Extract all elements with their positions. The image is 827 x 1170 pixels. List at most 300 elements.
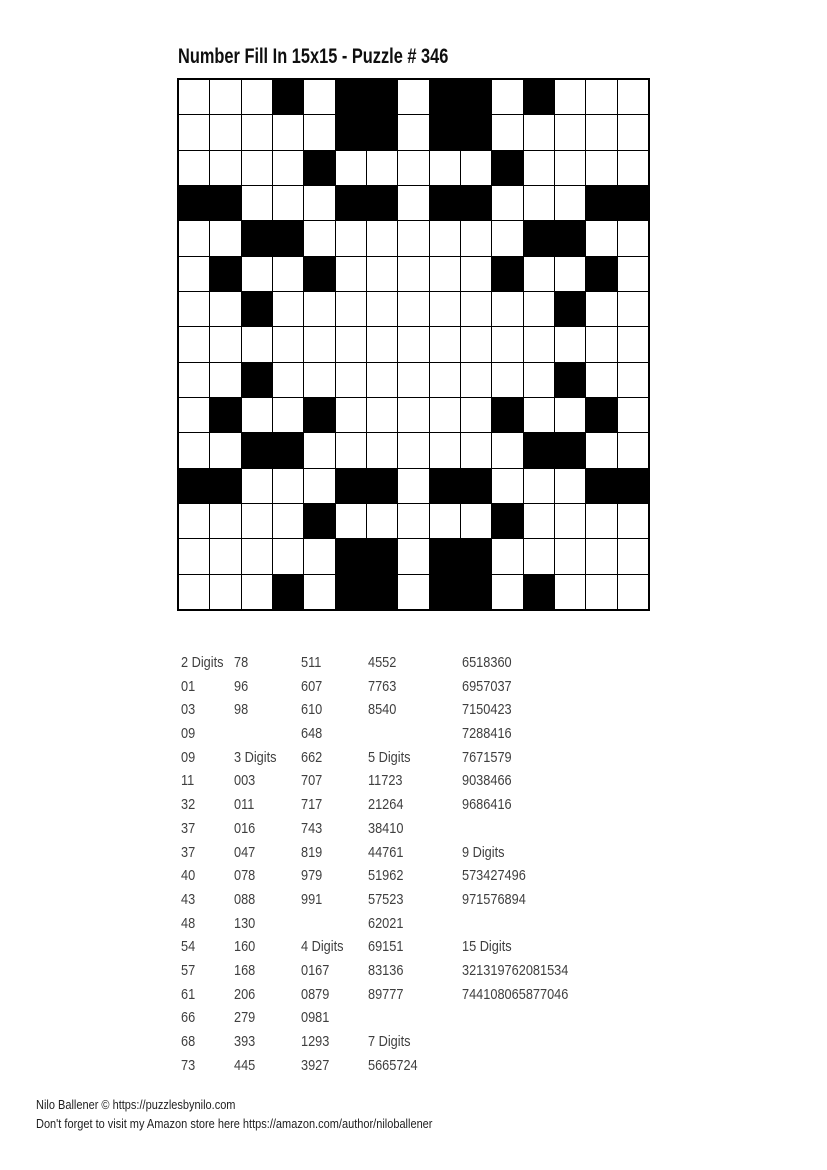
clue-number: 8540 — [368, 701, 397, 719]
fillable-cell[interactable] — [242, 504, 272, 538]
fillable-cell[interactable] — [179, 151, 209, 185]
fillable-cell[interactable] — [461, 363, 491, 397]
fillable-cell[interactable] — [273, 327, 303, 361]
fillable-cell[interactable] — [492, 186, 522, 220]
black-cell — [492, 151, 522, 185]
fillable-cell[interactable] — [367, 433, 397, 467]
fillable-cell[interactable] — [555, 469, 585, 503]
clue-number: 6957037 — [462, 677, 512, 695]
fillable-cell[interactable] — [242, 151, 272, 185]
black-cell — [336, 186, 366, 220]
fillable-cell[interactable] — [242, 186, 272, 220]
fillable-cell[interactable] — [273, 363, 303, 397]
fillable-cell[interactable] — [398, 80, 428, 114]
fillable-cell[interactable] — [618, 292, 648, 326]
fillable-cell[interactable] — [210, 115, 240, 149]
digit-group-header: 7 Digits — [368, 1033, 411, 1050]
fillable-cell[interactable] — [367, 151, 397, 185]
fillable-cell[interactable] — [618, 80, 648, 114]
clue-spacer — [462, 817, 624, 841]
clue-number: 279 — [234, 1009, 256, 1027]
black-cell — [430, 186, 460, 220]
fillable-cell[interactable] — [304, 80, 334, 114]
fillable-cell[interactable] — [273, 257, 303, 291]
clue-number: 743 — [301, 819, 323, 837]
fillable-cell[interactable] — [555, 80, 585, 114]
clue-number: 393 — [234, 1033, 256, 1050]
fillable-cell[interactable] — [461, 433, 491, 467]
fillable-cell[interactable] — [179, 257, 209, 291]
fillable-cell[interactable] — [242, 257, 272, 291]
fillable-cell[interactable] — [398, 221, 428, 255]
clue-number: 37 — [181, 819, 196, 837]
clue-number: 38410 — [368, 819, 404, 837]
clue-number: 9038466 — [462, 772, 512, 790]
clue-column — [368, 651, 462, 1077]
black-cell — [367, 539, 397, 573]
clue-spacer — [301, 912, 358, 936]
clue-number: 717 — [301, 796, 323, 814]
fillable-cell[interactable] — [304, 115, 334, 149]
black-cell — [210, 257, 240, 291]
fillable-cell[interactable] — [430, 327, 460, 361]
fillable-cell[interactable] — [492, 80, 522, 114]
fillable-cell[interactable] — [492, 221, 522, 255]
fillable-cell[interactable] — [398, 363, 428, 397]
clue-columns — [181, 651, 652, 1077]
fillable-cell[interactable] — [367, 292, 397, 326]
fillable-cell[interactable] — [210, 327, 240, 361]
fillable-cell[interactable] — [336, 363, 366, 397]
fillable-cell[interactable] — [367, 504, 397, 538]
fillable-cell[interactable] — [304, 433, 334, 467]
fillable-cell[interactable] — [210, 539, 240, 573]
clue-column — [301, 651, 368, 1077]
fillable-cell[interactable] — [336, 327, 366, 361]
fillable-cell[interactable] — [618, 115, 648, 149]
clue-number: 40 — [181, 867, 196, 885]
fillable-cell[interactable] — [304, 539, 334, 573]
clue-number: 66 — [181, 1009, 196, 1027]
fillable-cell[interactable] — [210, 80, 240, 114]
fillable-cell[interactable] — [304, 221, 334, 255]
fillable-cell[interactable] — [304, 469, 334, 503]
fillable-cell[interactable] — [210, 504, 240, 538]
clue-spacer — [368, 722, 448, 746]
clue-number: 445 — [234, 1056, 256, 1074]
black-cell — [304, 504, 334, 538]
clue-number: 69151 — [368, 938, 404, 956]
fillable-cell[interactable] — [524, 327, 554, 361]
fillable-cell[interactable] — [242, 575, 272, 609]
black-cell — [210, 186, 240, 220]
fillable-cell[interactable] — [586, 575, 616, 609]
black-cell — [336, 539, 366, 573]
black-cell — [179, 469, 209, 503]
black-cell — [210, 398, 240, 432]
fillable-cell[interactable] — [461, 398, 491, 432]
fillable-cell[interactable] — [618, 433, 648, 467]
clue-number: 662 — [301, 748, 323, 766]
clue-number: 5665724 — [368, 1056, 418, 1074]
clue-number: 54 — [181, 938, 196, 956]
fillable-cell[interactable] — [492, 292, 522, 326]
fillable-cell[interactable] — [618, 327, 648, 361]
fillable-cell[interactable] — [555, 575, 585, 609]
clue-column — [234, 651, 301, 1077]
fillable-cell[interactable] — [524, 151, 554, 185]
fillable-cell[interactable] — [273, 539, 303, 573]
black-cell — [492, 398, 522, 432]
fillable-cell[interactable] — [618, 221, 648, 255]
fillable-cell[interactable] — [555, 327, 585, 361]
fillable-cell[interactable] — [179, 539, 209, 573]
fillable-cell[interactable] — [179, 327, 209, 361]
fillable-cell[interactable] — [524, 363, 554, 397]
digit-group-header: 9 Digits — [462, 843, 505, 861]
fillable-cell[interactable] — [179, 433, 209, 467]
fillable-cell[interactable] — [336, 433, 366, 467]
black-cell — [242, 433, 272, 467]
fillable-cell[interactable] — [524, 469, 554, 503]
clue-number: 51962 — [368, 867, 404, 885]
clue-number: 011 — [234, 796, 255, 814]
fillable-cell[interactable] — [586, 80, 616, 114]
clue-number: 088 — [234, 890, 256, 908]
fillable-cell[interactable] — [273, 469, 303, 503]
black-cell — [273, 575, 303, 609]
clue-number: 11723 — [368, 772, 403, 790]
clue-number: 979 — [301, 867, 323, 885]
fillable-cell[interactable] — [586, 327, 616, 361]
fillable-cell[interactable] — [492, 469, 522, 503]
black-cell — [367, 80, 397, 114]
clue-number: 0981 — [301, 1009, 330, 1027]
clue-number: 971576894 — [462, 890, 526, 908]
clue-number: 57523 — [368, 890, 404, 908]
black-cell — [304, 257, 334, 291]
fillable-cell[interactable] — [398, 327, 428, 361]
fillable-cell[interactable] — [367, 398, 397, 432]
fillable-cell[interactable] — [398, 433, 428, 467]
fillable-cell[interactable] — [210, 363, 240, 397]
fillable-cell[interactable] — [273, 398, 303, 432]
fillable-cell[interactable] — [492, 327, 522, 361]
clue-number: 62021 — [368, 914, 404, 932]
black-cell — [555, 221, 585, 255]
clue-number: 73 — [181, 1056, 196, 1074]
fillable-cell[interactable] — [618, 504, 648, 538]
black-cell — [242, 221, 272, 255]
black-cell — [618, 469, 648, 503]
black-cell — [367, 115, 397, 149]
black-cell — [242, 363, 272, 397]
fillable-cell[interactable] — [618, 398, 648, 432]
fillable-cell[interactable] — [555, 257, 585, 291]
fillable-cell[interactable] — [336, 151, 366, 185]
fillable-cell[interactable] — [398, 575, 428, 609]
fillable-cell[interactable] — [618, 363, 648, 397]
clue-number: 321319762081534 — [462, 961, 569, 979]
fillable-cell[interactable] — [398, 257, 428, 291]
fillable-cell[interactable] — [179, 575, 209, 609]
fillable-cell[interactable] — [524, 292, 554, 326]
fillable-cell[interactable] — [336, 221, 366, 255]
clue-number: 744108065877046 — [462, 985, 569, 1003]
fillable-cell[interactable] — [242, 115, 272, 149]
fillable-cell[interactable] — [492, 363, 522, 397]
clue-number: 78 — [234, 654, 249, 671]
black-cell — [586, 186, 616, 220]
fillable-cell[interactable] — [367, 221, 397, 255]
fillable-cell[interactable] — [461, 327, 491, 361]
fillable-cell[interactable] — [618, 151, 648, 185]
digit-group-header: 2 Digits — [181, 654, 224, 671]
fillable-cell[interactable] — [398, 469, 428, 503]
black-cell — [367, 575, 397, 609]
clue-number: 648 — [301, 725, 323, 743]
clue-number: 573427496 — [462, 867, 526, 885]
fillable-cell[interactable] — [398, 504, 428, 538]
black-cell — [586, 469, 616, 503]
fillable-cell[interactable] — [398, 186, 428, 220]
fillable-cell[interactable] — [273, 186, 303, 220]
black-cell — [524, 221, 554, 255]
fillable-cell[interactable] — [461, 221, 491, 255]
footer — [36, 1096, 487, 1134]
fillable-cell[interactable] — [179, 292, 209, 326]
fillable-cell[interactable] — [430, 151, 460, 185]
fillable-cell[interactable] — [242, 469, 272, 503]
black-cell — [367, 186, 397, 220]
fillable-cell[interactable] — [461, 151, 491, 185]
fillable-cell[interactable] — [430, 221, 460, 255]
fillable-cell[interactable] — [273, 151, 303, 185]
fillable-cell[interactable] — [586, 292, 616, 326]
fillable-cell[interactable] — [367, 257, 397, 291]
black-cell — [524, 80, 554, 114]
fillable-cell[interactable] — [336, 257, 366, 291]
fillable-cell[interactable] — [555, 186, 585, 220]
fillable-cell[interactable] — [273, 115, 303, 149]
black-cell — [273, 433, 303, 467]
black-cell — [492, 504, 522, 538]
fillable-cell[interactable] — [336, 292, 366, 326]
clue-number: 707 — [301, 772, 323, 790]
clue-number: 819 — [301, 843, 323, 861]
fillable-cell[interactable] — [304, 327, 334, 361]
clue-number: 7671579 — [462, 748, 512, 766]
fillable-cell[interactable] — [398, 292, 428, 326]
clue-number: 7763 — [368, 677, 397, 695]
fillable-cell[interactable] — [555, 539, 585, 573]
black-cell — [210, 469, 240, 503]
fillable-cell[interactable] — [586, 115, 616, 149]
clue-number: 09 — [181, 725, 196, 743]
digit-group-header: 4 Digits — [301, 938, 344, 956]
clue-column — [462, 651, 652, 1006]
black-cell — [336, 575, 366, 609]
black-cell — [430, 80, 460, 114]
fillable-cell[interactable] — [304, 575, 334, 609]
clue-number: 607 — [301, 677, 323, 695]
clue-number: 9686416 — [462, 796, 512, 814]
fillable-cell[interactable] — [179, 398, 209, 432]
fillable-cell[interactable] — [461, 504, 491, 538]
fillable-cell[interactable] — [430, 363, 460, 397]
clue-number: 89777 — [368, 985, 404, 1003]
fillable-cell[interactable] — [179, 363, 209, 397]
clue-number: 168 — [234, 961, 256, 979]
fillable-cell[interactable] — [586, 433, 616, 467]
fillable-cell[interactable] — [304, 292, 334, 326]
fillable-cell[interactable] — [555, 151, 585, 185]
fillable-cell[interactable] — [492, 433, 522, 467]
fillable-cell[interactable] — [367, 363, 397, 397]
clue-number: 206 — [234, 985, 256, 1003]
fillable-cell[interactable] — [430, 398, 460, 432]
black-cell — [461, 80, 491, 114]
clue-number: 09 — [181, 748, 196, 766]
clue-number: 03 — [181, 701, 196, 719]
black-cell — [524, 433, 554, 467]
digit-group-header: 3 Digits — [234, 748, 277, 766]
fillable-cell[interactable] — [524, 504, 554, 538]
clue-number: 83136 — [368, 961, 404, 979]
fillable-cell[interactable] — [273, 292, 303, 326]
fillable-cell[interactable] — [586, 539, 616, 573]
clue-number: 01 — [181, 677, 196, 695]
clue-number: 98 — [234, 701, 249, 719]
fillable-cell[interactable] — [524, 257, 554, 291]
clue-number: 7150423 — [462, 701, 512, 719]
clue-number: 047 — [234, 843, 256, 861]
black-cell — [461, 575, 491, 609]
digit-group-header: 5 Digits — [368, 748, 411, 766]
fillable-cell[interactable] — [398, 398, 428, 432]
clue-spacer — [368, 1006, 448, 1030]
fillable-cell[interactable] — [555, 504, 585, 538]
fillable-cell[interactable] — [430, 292, 460, 326]
clue-number: 7288416 — [462, 725, 512, 743]
fillable-cell[interactable] — [461, 292, 491, 326]
black-cell — [461, 539, 491, 573]
fillable-cell[interactable] — [179, 504, 209, 538]
black-cell — [430, 539, 460, 573]
black-cell — [336, 115, 366, 149]
clue-number: 4552 — [368, 654, 397, 671]
fillable-cell[interactable] — [336, 398, 366, 432]
fillable-cell[interactable] — [586, 151, 616, 185]
fillable-cell[interactable] — [586, 221, 616, 255]
fillable-cell[interactable] — [304, 363, 334, 397]
fillable-cell[interactable] — [586, 363, 616, 397]
fillable-cell[interactable] — [492, 115, 522, 149]
fillable-cell[interactable] — [618, 575, 648, 609]
black-cell — [461, 186, 491, 220]
black-cell — [179, 186, 209, 220]
clue-number: 610 — [301, 701, 323, 719]
fillable-cell[interactable] — [242, 398, 272, 432]
fillable-cell[interactable] — [586, 504, 616, 538]
copyright-line: Nilo Ballener © https://puzzlesbynilo.com — [36, 1098, 236, 1112]
fillable-cell[interactable] — [210, 221, 240, 255]
black-cell — [336, 469, 366, 503]
black-cell — [273, 80, 303, 114]
fillable-cell[interactable] — [492, 575, 522, 609]
black-cell — [586, 257, 616, 291]
fillable-cell[interactable] — [304, 186, 334, 220]
fillable-cell[interactable] — [461, 257, 491, 291]
fillable-cell[interactable] — [618, 257, 648, 291]
fillable-cell[interactable] — [430, 433, 460, 467]
fillable-cell[interactable] — [242, 539, 272, 573]
black-cell — [273, 221, 303, 255]
clue-number: 68 — [181, 1033, 196, 1050]
clue-spacer — [234, 722, 291, 746]
black-cell — [367, 469, 397, 503]
black-cell — [555, 363, 585, 397]
clue-number: 3927 — [301, 1056, 330, 1074]
clue-number: 160 — [234, 938, 256, 956]
black-cell — [524, 575, 554, 609]
clue-number: 003 — [234, 772, 256, 790]
fillable-cell[interactable] — [555, 115, 585, 149]
fillable-cell[interactable] — [492, 539, 522, 573]
fillable-cell[interactable] — [524, 398, 554, 432]
fillable-cell[interactable] — [430, 504, 460, 538]
clue-number: 11 — [181, 772, 195, 790]
fillable-cell[interactable] — [336, 504, 366, 538]
fillable-cell[interactable] — [555, 398, 585, 432]
amazon-store-line: Don't forget to visit my Amazon store here https://amazon.com/author/niloballener — [36, 1117, 433, 1131]
fillable-cell[interactable] — [242, 327, 272, 361]
clue-number: 6518360 — [462, 654, 512, 671]
digit-group-header: 15 Digits — [462, 938, 512, 956]
fillable-cell[interactable] — [273, 504, 303, 538]
fillable-cell[interactable] — [398, 151, 428, 185]
clue-number: 130 — [234, 914, 256, 932]
fillable-cell[interactable] — [179, 115, 209, 149]
black-cell — [304, 398, 334, 432]
fillable-cell[interactable] — [367, 327, 397, 361]
fillable-cell[interactable] — [524, 115, 554, 149]
fillable-cell[interactable] — [524, 186, 554, 220]
black-cell — [430, 575, 460, 609]
fillable-cell[interactable] — [210, 292, 240, 326]
fillable-cell[interactable] — [210, 433, 240, 467]
fillable-cell[interactable] — [242, 80, 272, 114]
fillable-cell[interactable] — [210, 575, 240, 609]
black-cell — [555, 433, 585, 467]
fillable-cell[interactable] — [179, 80, 209, 114]
fillable-cell[interactable] — [398, 539, 428, 573]
fillable-cell[interactable] — [179, 221, 209, 255]
fillable-cell[interactable] — [430, 257, 460, 291]
fillable-cell[interactable] — [524, 539, 554, 573]
fillable-cell[interactable] — [210, 151, 240, 185]
clue-number: 37 — [181, 843, 196, 861]
black-cell — [492, 257, 522, 291]
clue-number: 0167 — [301, 961, 330, 979]
clue-number: 991 — [301, 890, 323, 908]
black-cell — [461, 469, 491, 503]
fillable-cell[interactable] — [618, 539, 648, 573]
fillable-cell[interactable] — [398, 115, 428, 149]
puzzle-grid — [177, 78, 650, 611]
black-cell — [555, 292, 585, 326]
black-cell — [304, 151, 334, 185]
